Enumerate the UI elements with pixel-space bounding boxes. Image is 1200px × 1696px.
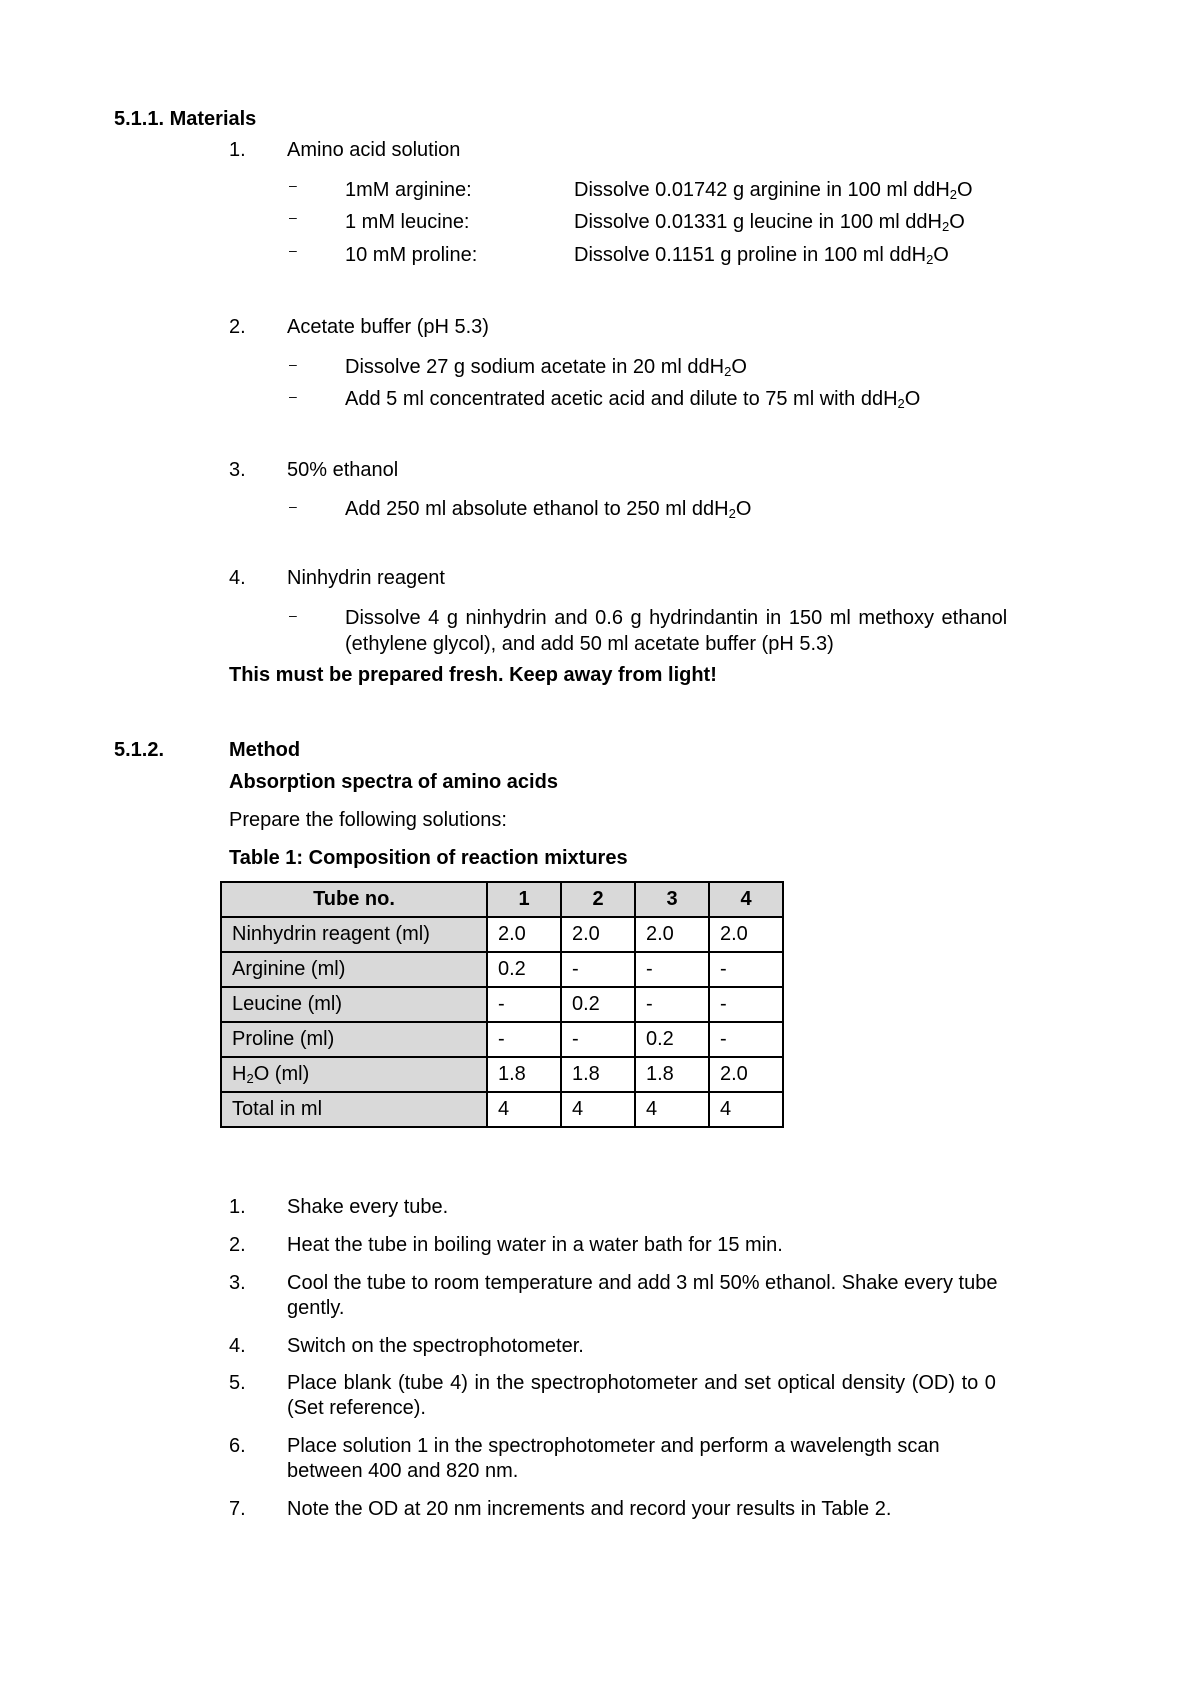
- step-text-continued: between 400 and 820 nm.: [287, 1460, 519, 1482]
- row-label: Ninhydrin reagent (ml): [221, 917, 487, 952]
- bullet-name: 10 mM proline:: [345, 244, 478, 266]
- table-cell: -: [709, 987, 783, 1022]
- bullet-dash: –: [289, 607, 297, 623]
- table-cell: 2.0: [561, 917, 635, 952]
- warning-note: This must be prepared fresh. Keep away from light!: [229, 664, 717, 686]
- row-label: Total in ml: [221, 1092, 487, 1127]
- step-text: Place solution 1 in the spectrophotometer and perform a wavelength scan: [287, 1435, 940, 1457]
- table-row: [221, 917, 783, 952]
- item-title: Acetate buffer (pH 5.3): [287, 316, 489, 338]
- table-cell: 2.0: [709, 917, 783, 952]
- table-cell: 0.2: [487, 952, 561, 987]
- item-title: 50% ethanol: [287, 459, 399, 481]
- bullet-text: Dissolve 27 g sodium acetate in 20 ml ddH$_2$O: [345, 356, 747, 379]
- table-cell: 4: [487, 1092, 561, 1127]
- table-cell: -: [561, 1022, 635, 1057]
- step-text: Place blank (tube 4) in the spectrophotometer and set optical density (OD) to 0: [287, 1372, 996, 1394]
- table-cell: -: [561, 952, 635, 987]
- bullet-name: 1mM arginine:: [345, 179, 472, 201]
- table-cell: 2.0: [635, 917, 709, 952]
- row-label: Proline (ml): [221, 1022, 487, 1057]
- table-caption: Table 1: Composition of reaction mixtures: [229, 847, 628, 869]
- bullet-dash: –: [289, 388, 297, 404]
- item-title: Ninhydrin reagent: [287, 567, 445, 589]
- table-cell: 2.0: [709, 1057, 783, 1092]
- step-number: 4.: [229, 1335, 246, 1357]
- table-row: [221, 1057, 783, 1092]
- section-number-method: 5.1.2.: [114, 739, 165, 761]
- step-number: 7.: [229, 1498, 246, 1520]
- bullet-dash: –: [289, 356, 297, 372]
- row-label: Leucine (ml): [221, 987, 487, 1022]
- table-cell: 4: [709, 1092, 783, 1127]
- table-row: [221, 1092, 783, 1127]
- item-number: 3.: [229, 459, 246, 481]
- table-cell: 4: [561, 1092, 635, 1127]
- step-text-continued: (Set reference).: [287, 1397, 426, 1419]
- step-text-continued: gently.: [287, 1297, 345, 1319]
- bullet-text: Add 5 ml concentrated acetic acid and dilute to 75 ml with ddH$_2$O: [345, 388, 921, 411]
- table-cell: 1.8: [487, 1057, 561, 1092]
- step-text: Heat the tube in boiling water in a water bath for 15 min.: [287, 1234, 783, 1256]
- item-number: 4.: [229, 567, 246, 589]
- bullet-name: 1 mM leucine:: [345, 211, 470, 233]
- table-cell: 2.0: [487, 917, 561, 952]
- step-number: 5.: [229, 1372, 246, 1394]
- composition-table: [220, 881, 784, 1128]
- header-cell: 4: [709, 882, 783, 917]
- table-cell: -: [709, 952, 783, 987]
- bullet-text: Dissolve 0.01742 g arginine in 100 ml ddH$_2$O: [574, 179, 973, 202]
- bullet-dash: –: [289, 498, 297, 514]
- step-text: Cool the tube to room temperature and add 3 ml 50% ethanol. Shake every tube: [287, 1272, 998, 1294]
- bullet-text-continued: (ethylene glycol), and add 50 ml acetate buffer (pH 5.3): [345, 633, 834, 655]
- header-cell: 1: [487, 882, 561, 917]
- step-number: 1.: [229, 1196, 246, 1218]
- table-row: [221, 952, 783, 987]
- row-label: $H_2O$ (ml): [221, 1057, 487, 1092]
- step-text: Shake every tube.: [287, 1196, 449, 1218]
- bullet-text: Dissolve 0.1151 g proline in 100 ml ddH$_2$O: [574, 244, 949, 267]
- intro-text: Prepare the following solutions:: [229, 809, 507, 831]
- bullet-text: Dissolve 4 g ninhydrin and 0.6 g hydrindantin in 150 ml methoxy ethanol: [345, 607, 1008, 629]
- item-number: 2.: [229, 316, 246, 338]
- bullet-text: Add 250 ml absolute ethanol to 250 ml ddH$_2$O: [345, 498, 752, 521]
- section-heading-method: Method: [229, 739, 301, 761]
- section-heading-materials: 5.1.1. Materials: [114, 108, 257, 130]
- table-cell: 4: [635, 1092, 709, 1127]
- header-cell: Tube no.: [221, 882, 487, 917]
- table-cell: 0.2: [635, 1022, 709, 1057]
- table-row: [221, 1022, 783, 1057]
- table-cell: 0.2: [561, 987, 635, 1022]
- table-row: [221, 987, 783, 1022]
- row-label: Arginine (ml): [221, 952, 487, 987]
- step-text: Note the OD at 20 nm increments and record your results in Table 2.: [287, 1498, 892, 1520]
- step-number: 3.: [229, 1272, 246, 1294]
- header-cell: 2: [561, 882, 635, 917]
- item-number: 1.: [229, 139, 246, 161]
- step-number: 6.: [229, 1435, 246, 1457]
- bullet-dash: –: [289, 209, 297, 225]
- bullet-text: Dissolve 0.01331 g leucine in 100 ml ddH$_2$O: [574, 211, 965, 234]
- bullet-dash: –: [289, 177, 297, 193]
- table-cell: -: [487, 1022, 561, 1057]
- header-cell: 3: [635, 882, 709, 917]
- table-header-row: [221, 882, 783, 917]
- table-cell: -: [487, 987, 561, 1022]
- bullet-dash: –: [289, 242, 297, 258]
- table-cell: 1.8: [561, 1057, 635, 1092]
- table-cell: 1.8: [635, 1057, 709, 1092]
- table-cell: -: [635, 952, 709, 987]
- table-cell: -: [635, 987, 709, 1022]
- table-cell: -: [709, 1022, 783, 1057]
- step-number: 2.: [229, 1234, 246, 1256]
- subheading: Absorption spectra of amino acids: [229, 771, 558, 793]
- step-text: Switch on the spectrophotometer.: [287, 1335, 584, 1357]
- item-title: Amino acid solution: [287, 139, 461, 161]
